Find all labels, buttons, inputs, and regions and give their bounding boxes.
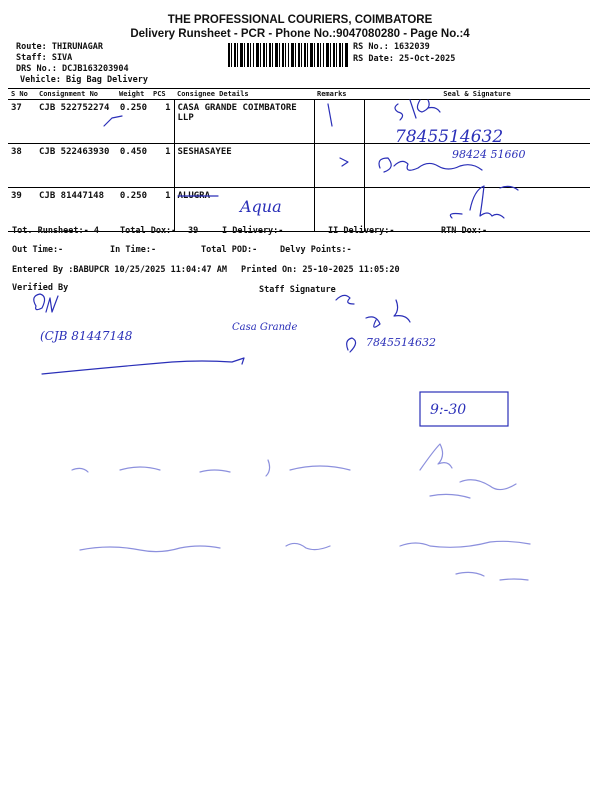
route-label: Route: THIRUNAGAR xyxy=(16,42,103,52)
row-sno: 38 xyxy=(8,144,36,188)
verifier-initial xyxy=(34,294,58,312)
rs-number: RS No.: 1632039 xyxy=(353,42,430,52)
col-remarks: Remarks xyxy=(314,89,364,100)
signature-mark xyxy=(395,100,440,120)
ii-delivery-label: II Delivery:- xyxy=(328,226,395,236)
rs-date: RS Date: 25-Oct-2025 xyxy=(353,54,456,64)
col-weight: Weight xyxy=(116,89,150,100)
out-time-label: Out Time:- xyxy=(12,245,64,255)
drs-label: DRS No.: DCJB163203904 xyxy=(16,64,129,74)
handwritten-casa-note: Casa Grande xyxy=(232,322,298,333)
handwritten-cjb-note: (CJB 81447148 xyxy=(40,329,133,343)
handwritten-time: 9:-30 xyxy=(430,402,467,418)
i-delivery-label: I Delivery:- xyxy=(222,226,284,236)
printed-on: Printed On: 25-10-2025 11:05:20 xyxy=(241,265,400,275)
row-consignee: SESHASAYEE xyxy=(174,144,314,188)
row-sno: 39 xyxy=(8,188,36,232)
row-consignment: CJB 522752274 xyxy=(36,100,116,144)
handwritten-phone-3: 7845514632 xyxy=(366,336,436,349)
row-weight: 0.250 xyxy=(116,188,150,232)
row-consignee: CASA GRANDE COIMBATORE LLP xyxy=(174,100,314,144)
staff-signature-label: Staff Signature xyxy=(259,285,336,295)
row-weight: 0.250 xyxy=(116,100,150,144)
col-seal-signature: Seal & Signature xyxy=(364,89,590,100)
rtn-dox-label: RTN Dox:- xyxy=(441,226,488,236)
in-time-label: In Time:- xyxy=(110,245,157,255)
runsheet-title: Delivery Runsheet - PCR - Phone No.:9047080280 - Page No.:4 xyxy=(130,28,470,40)
tot-runsheet: Tot. Runsheet:- 4 xyxy=(12,226,99,236)
col-sno: S No xyxy=(8,89,36,100)
vehicle-label: Vehicle: Big Bag Delivery xyxy=(20,75,148,85)
row-weight: 0.450 xyxy=(116,144,150,188)
signature-mark xyxy=(450,186,504,218)
verified-by-label: Verified By xyxy=(12,283,69,293)
delvy-points-label: Delvy Points:- xyxy=(280,245,352,255)
row-pcs: 1 xyxy=(150,144,174,188)
row-pcs: 1 xyxy=(150,188,174,232)
total-dox-value: 39 xyxy=(188,226,199,236)
row-sno: 37 xyxy=(8,100,36,144)
row-consignment: CJB 522463930 xyxy=(36,144,116,188)
staff-label: Staff: SIVA xyxy=(16,53,73,63)
col-consignment: Consignment No xyxy=(36,89,116,100)
handwritten-phone-2: 98424 51660 xyxy=(452,148,526,161)
entered-by: Entered By :BABUPCR 10/25/2025 11:04:47 AM xyxy=(12,265,227,275)
total-pod-label: Total POD:- xyxy=(201,245,258,255)
col-consignee: Consignee Details xyxy=(174,89,314,100)
row-consignment: CJB 81447148 xyxy=(36,188,116,232)
col-pcs: PCS xyxy=(150,89,174,100)
row-pcs: 1 xyxy=(150,100,174,144)
company-title: THE PROFESSIONAL COURIERS, COIMBATORE xyxy=(167,14,433,26)
handwritten-name: Aqua xyxy=(240,197,282,216)
total-dox-label: Total Dox:- xyxy=(120,226,177,236)
handwritten-phone-1: 7845514632 xyxy=(395,127,504,147)
row-consignee: ALUGRA xyxy=(174,188,314,232)
